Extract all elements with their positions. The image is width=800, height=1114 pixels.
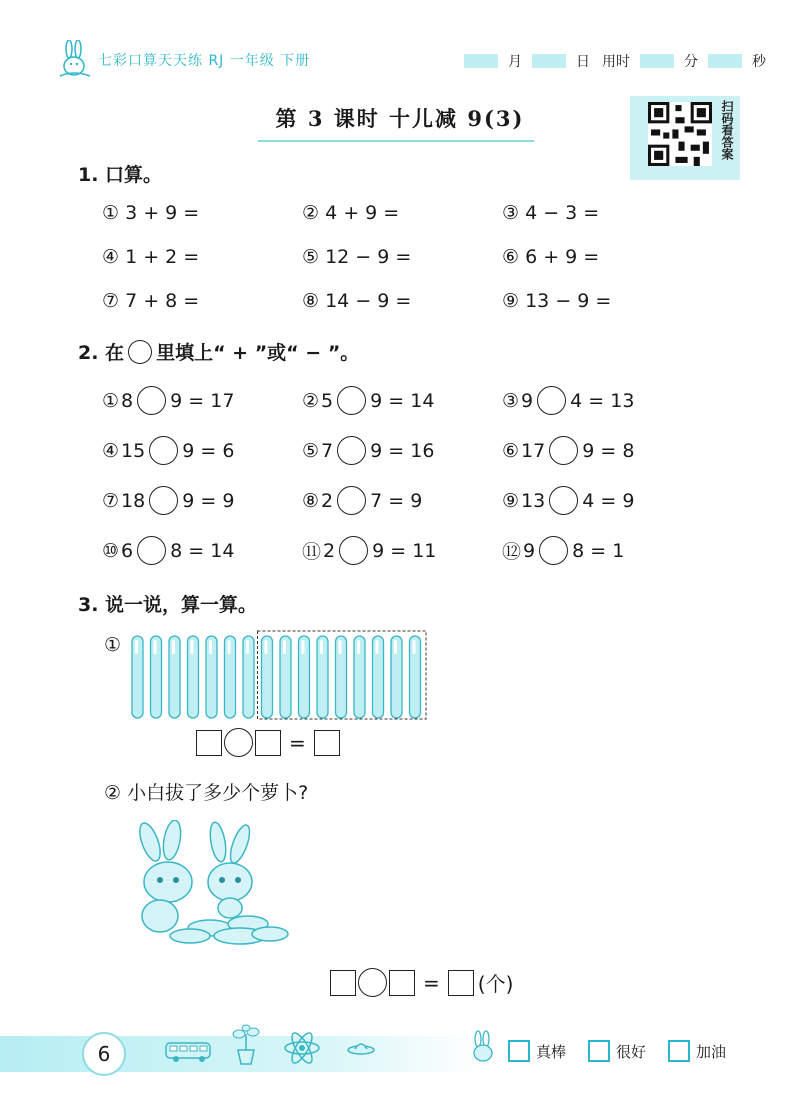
operator-circle[interactable] [339, 536, 368, 565]
q2-title-post: 里填上“ + ”或“ − ”。 [156, 342, 360, 364]
q2-right: 9 = 14 [370, 389, 435, 412]
q2-item [502, 436, 702, 465]
operator-circle[interactable] [137, 536, 166, 565]
q2-item [302, 436, 502, 465]
q1-item[interactable]: ⑧ 14 − 9 = [302, 290, 412, 312]
q2-left: 18 [121, 489, 146, 512]
q2-index: ① [102, 389, 120, 412]
date-time-fields [460, 52, 772, 70]
rating-label: 很好 [616, 1042, 647, 1061]
equals-sign: = [423, 970, 440, 995]
seconds-label: 秒 [752, 54, 766, 70]
q2-index: ⑧ [302, 489, 320, 512]
minutes-label: 分 [684, 54, 698, 70]
q1-item[interactable]: ⑦ 7 + 8 = [102, 290, 200, 312]
q2-left: 7 [321, 439, 334, 462]
q1-item[interactable]: ④ 1 + 2 = [102, 246, 200, 268]
rating-checkbox[interactable] [668, 1040, 690, 1062]
q2-right: 8 = 14 [170, 539, 235, 562]
unit-label: (个) [477, 972, 514, 996]
qr-code-icon[interactable] [648, 102, 712, 166]
q1-title: 1. 口算。 [78, 164, 163, 186]
stick-highlight [394, 640, 397, 654]
q2-item [102, 536, 302, 565]
stick-highlight [283, 640, 286, 654]
stick-highlight [172, 640, 175, 654]
operator-circle[interactable] [549, 486, 578, 515]
q2-right: 9 = 8 [582, 439, 635, 462]
q3-part1-index: ① [104, 634, 122, 656]
operator-circle[interactable] [358, 968, 387, 997]
q2-left: 9 [523, 539, 536, 562]
stick-highlight [246, 640, 249, 654]
q2-item [302, 386, 502, 415]
stick-highlight [357, 640, 360, 654]
operator-circle[interactable] [337, 486, 366, 515]
q1-item[interactable]: ⑥ 6 + 9 = [502, 246, 600, 268]
q2-item [502, 486, 702, 515]
q2-item [302, 536, 502, 565]
rating-good[interactable] [588, 1040, 646, 1062]
answer-box[interactable] [314, 730, 340, 756]
operator-circle[interactable] [224, 728, 253, 757]
q2-index: ⑪ [302, 541, 322, 563]
title-underline [258, 140, 534, 142]
lesson-title: 第 3 课时 十儿减 9(3) [275, 106, 525, 131]
operator-circle[interactable] [149, 486, 178, 515]
stick-highlight [154, 640, 157, 654]
page-number: 6 [82, 1032, 126, 1076]
q2-right: 8 = 1 [572, 539, 625, 562]
q3-part2-equation [330, 968, 513, 997]
q2-left: 6 [121, 539, 134, 562]
month-blank[interactable] [464, 54, 498, 68]
q3-part1-equation [196, 728, 340, 757]
stick-highlight [135, 640, 138, 654]
q2-title [78, 338, 359, 365]
q2-left: 17 [521, 439, 546, 462]
time-used-label: 用时 [602, 54, 630, 70]
q2-left: 13 [521, 489, 546, 512]
q2-index: ④ [102, 439, 120, 462]
q2-index: ⑥ [502, 439, 520, 462]
q2-row-4 [102, 536, 702, 565]
stick-highlight [209, 640, 212, 654]
rating-label: 加油 [696, 1042, 727, 1061]
q2-left: 15 [121, 439, 146, 462]
q2-item [502, 386, 702, 415]
circle-symbol-icon [128, 340, 152, 364]
bus-icon [164, 1040, 214, 1064]
stick-highlight [191, 640, 194, 654]
operator-circle[interactable] [337, 386, 366, 415]
q2-right: 4 = 9 [582, 489, 635, 512]
q1-item[interactable]: ⑤ 12 − 9 = [302, 246, 412, 268]
stick-highlight [265, 640, 268, 654]
rating-checkbox[interactable] [588, 1040, 610, 1062]
rating-checkbox[interactable] [508, 1040, 530, 1062]
stick-highlight [302, 640, 305, 654]
month-label: 月 [508, 54, 522, 70]
q2-item [102, 386, 302, 415]
q2-right: 9 = 9 [182, 489, 235, 512]
q1-row-3 [102, 290, 702, 312]
q2-index: ⑩ [102, 539, 120, 562]
answer-box[interactable] [330, 970, 356, 996]
stick-highlight [320, 640, 323, 654]
rabbit-mascot-icon [466, 1030, 500, 1064]
q3-title: 3. 说一说，算一算。 [78, 594, 258, 616]
q2-right: 9 = 11 [372, 539, 437, 562]
answer-box[interactable] [196, 730, 222, 756]
q2-index: ⑨ [502, 489, 520, 512]
qr-label: 扫码看答案 [720, 100, 734, 160]
stick-highlight [228, 640, 231, 654]
q2-title-pre: 2. 在 [78, 342, 125, 364]
minutes-blank[interactable] [640, 54, 674, 68]
operator-circle[interactable] [149, 436, 178, 465]
answer-box[interactable] [255, 730, 281, 756]
operator-circle[interactable] [539, 536, 568, 565]
q2-row-2 [102, 436, 702, 465]
day-label: 日 [576, 54, 590, 70]
q2-index: ⑤ [302, 439, 320, 462]
series-title: 七彩口算天天练 RJ 一年级 下册 [98, 53, 311, 69]
q1-row-1 [102, 202, 702, 224]
equals-sign: = [289, 730, 306, 755]
operator-circle[interactable] [537, 386, 566, 415]
q2-item [102, 486, 302, 515]
counting-sticks-figure [130, 630, 430, 722]
q2-left: 2 [321, 489, 334, 512]
q1-item[interactable]: ① 3 + 9 = [102, 202, 200, 224]
q2-index: ② [302, 389, 320, 412]
ufo-icon [346, 1038, 376, 1058]
q1-row-2 [102, 246, 702, 268]
q2-right: 7 = 9 [370, 489, 423, 512]
q2-index: ⑫ [502, 541, 522, 563]
stick-highlight [413, 640, 416, 654]
potted-plant-icon [226, 1024, 266, 1066]
q2-right: 9 = 16 [370, 439, 435, 462]
operator-circle[interactable] [337, 436, 366, 465]
q2-left: 5 [321, 389, 334, 412]
operator-circle[interactable] [137, 386, 166, 415]
rabbits-with-radishes-illustration [130, 820, 300, 948]
stick-highlight [376, 640, 379, 654]
rating-label: 真棒 [536, 1042, 567, 1061]
q2-index: ③ [502, 389, 520, 412]
answer-box[interactable] [389, 970, 415, 996]
q1-item[interactable]: ② 4 + 9 = [302, 202, 400, 224]
answer-box[interactable] [448, 970, 474, 996]
q2-right: 4 = 13 [570, 389, 635, 412]
q3-part2-question: ② 小白拔了多少个萝卜? [104, 782, 309, 804]
q2-item [502, 536, 702, 565]
day-blank[interactable] [532, 54, 566, 68]
q2-left: 2 [323, 539, 336, 562]
rabbit-logo-icon [52, 40, 96, 80]
q2-left: 9 [521, 389, 534, 412]
atom-icon [282, 1030, 322, 1066]
rating-great[interactable] [508, 1040, 566, 1062]
q2-row-3 [102, 486, 702, 515]
q2-right: 9 = 6 [182, 439, 235, 462]
q2-right: 9 = 17 [170, 389, 235, 412]
stick-highlight [339, 640, 342, 654]
q2-item [302, 486, 502, 515]
q1-item[interactable]: ⑨ 13 − 9 = [502, 290, 612, 312]
operator-circle[interactable] [549, 436, 578, 465]
q2-row-1 [102, 386, 702, 415]
q2-left: 8 [121, 389, 134, 412]
seconds-blank[interactable] [708, 54, 742, 68]
q2-item [102, 436, 302, 465]
q1-item[interactable]: ③ 4 − 3 = [502, 202, 600, 224]
rating-keep-going[interactable] [668, 1040, 726, 1062]
q2-index: ⑦ [102, 489, 120, 512]
